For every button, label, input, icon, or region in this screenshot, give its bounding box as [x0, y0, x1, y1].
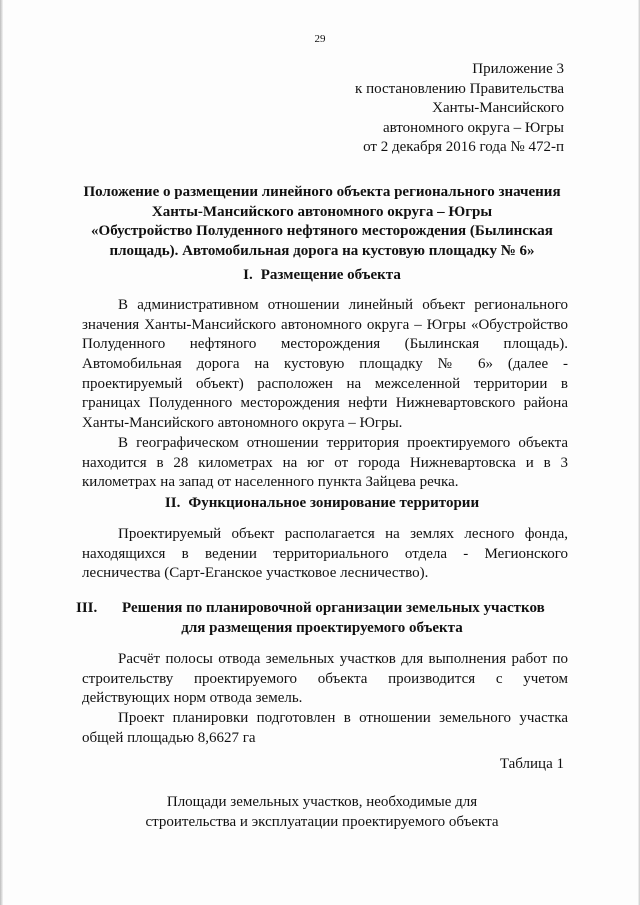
title-line: Положение о размещении линейного объекта регионального значения [83, 184, 561, 200]
title-line: Ханты-Мансийского автономного округа – Югры [151, 203, 493, 220]
appendix-block [355, 60, 564, 158]
title-line: площадь). Автомобильная дорога на кустовую площадку № 6» [109, 242, 535, 259]
appendix-line: от 2 декабря 2016 года № 472-п [363, 139, 564, 155]
text-line: границах Полуденного месторождения нефти Нижневартовского района [82, 395, 568, 412]
section-3-paragraph-2 [82, 709, 568, 748]
table-title-line: строительства и эксплуатации проектируемого объекта [145, 814, 499, 830]
text-line: В административном отношении линейный объект регионального [118, 297, 568, 313]
text-line: Проектируемый объект располагается на землях лесного фонда, [118, 526, 568, 542]
appendix-line: автономного округа – Югры [382, 119, 564, 136]
text-line: строительству проектируемого объекта производится с учетом [82, 670, 568, 687]
text-line: проектируемый объект) расположен на межселенной территории в [82, 375, 568, 392]
section-3-heading-line-1 [76, 598, 568, 618]
appendix-line: Приложение 3 [472, 61, 564, 77]
section-1-heading [76, 266, 568, 286]
text-line: действующих норм отвода земель. [82, 690, 303, 707]
section-title: Решения по планировочной организации земельных участков [122, 600, 545, 616]
section-number: I. [243, 267, 253, 283]
section-1-paragraph-1 [82, 296, 568, 434]
section-title: Функциональное зонирование территории [188, 495, 480, 511]
section-2-paragraph-1 [82, 525, 568, 584]
section-title: Размещение объекта [260, 267, 401, 283]
section-number: II. [164, 495, 181, 511]
section-3-heading [76, 598, 568, 638]
text-line: Ханты-Мансийского автономного округа – Югры. [82, 415, 403, 432]
table-title-line: Площади земельных участков, необходимые для [166, 794, 478, 810]
section-3-paragraph-1 [82, 650, 568, 709]
text-line: километрах на запад от населенного пункта Зайцева речка. [82, 474, 459, 491]
page-number: 29 [314, 33, 326, 45]
table-title [76, 792, 568, 832]
document-title [76, 183, 568, 261]
text-line: находящихся в ведении территориального отдела - Мегионского [82, 545, 568, 562]
appendix-line: к постановлению Правительства [355, 80, 564, 97]
section-1-paragraph-2 [82, 434, 568, 493]
text-line: лесничества (Сарт-Еганское участковое лесничество). [82, 565, 429, 582]
title-line: «Обустройство Полуденного нефтяного месторождения (Былинская [91, 223, 553, 239]
text-line: Расчёт полосы отвода земельных участков для выполнения работ по [118, 651, 568, 667]
scan-edge-left [0, 0, 3, 905]
text-line: Проект планировки подготовлен в отношении земельного участка [118, 710, 568, 726]
appendix-line: Ханты-Мансийского [432, 100, 564, 116]
text-line: В географическом отношении территория проектируемого объекта [118, 435, 568, 451]
text-line: находится в 28 километрах на юг от города Нижневартовска и в 3 [82, 454, 568, 471]
section-2-heading [76, 494, 568, 514]
section-3-heading-line-2: для размещения проектируемого объекта [181, 620, 463, 636]
text-line: общей площадью 8,6627 га [82, 729, 256, 746]
table-label: Таблица 1 [499, 756, 564, 772]
section-number: III. [76, 600, 98, 616]
text-line: Автомобильная дорога на кустовую площадку № 6» (далее - [82, 356, 568, 373]
text-line: значения Ханты-Мансийского автономного округа – Югры «Обустройство [82, 316, 568, 333]
text-line: Полуденного нефтяного месторождения (Былинская площадь). [82, 336, 568, 353]
